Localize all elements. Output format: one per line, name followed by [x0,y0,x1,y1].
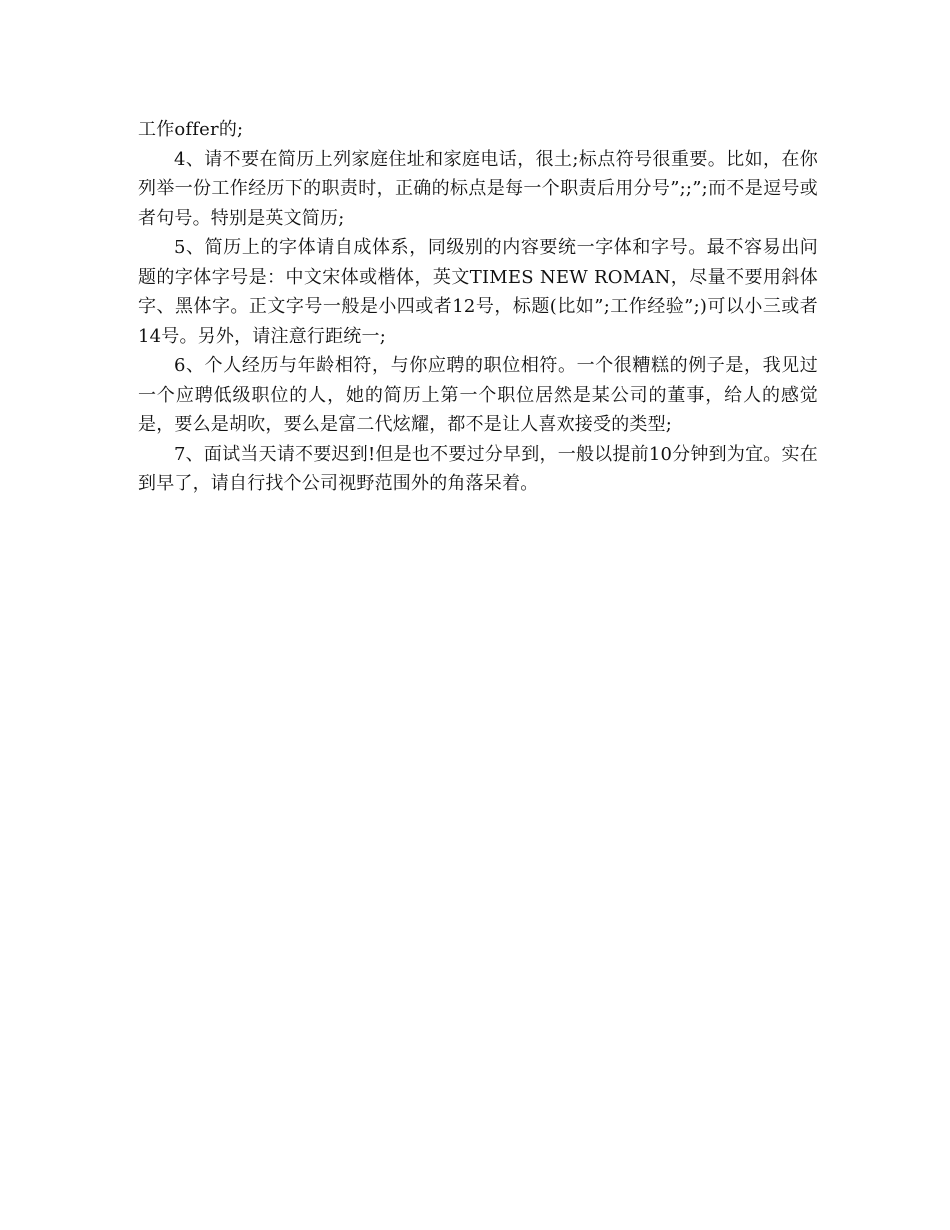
paragraph-tip-4: 4、请不要在简历上列家庭住址和家庭电话，很土;标点符号很重要。比如，在你列举一份工作经历下的职责时，正确的标点是每一个职责后用分号”;;”;而不是逗号或者句号。特别是英文简历; [138,148,818,229]
paragraph-tip-6: 6、个人经历与年龄相符，与你应聘的职位相符。一个很糟糕的例子是，我见过一个应聘低级职位的人，她的简历上第一个职位居然是某公司的董事，给人的感觉是，要么是胡吹，要么是富二代炫耀，都不是让人喜欢接受的类型; [138,355,818,435]
paragraph-continuation: 工作offer的; [138,119,244,140]
paragraph-tip-5: 5、简历上的字体请自成体系，同级别的内容要统一字体和字号。最不容易出问题的字体字号是：中文宋体或楷体，英文TIMES NEW ROMAN，尽量不要用斜体字、黑体字。正文字号一般是小四或者12号，标题(比如”;工作经验”;)可以小三或者14号。另外，请注意行距统一; [138,237,818,347]
paragraph-tip-7: 7、面试当天请不要迟到!但是也不要过分早到，一般以提前10分钟到为宜。实在到早了，请自行找个公司视野范围外的角落呆着。 [138,443,818,494]
document-body [138,115,818,499]
